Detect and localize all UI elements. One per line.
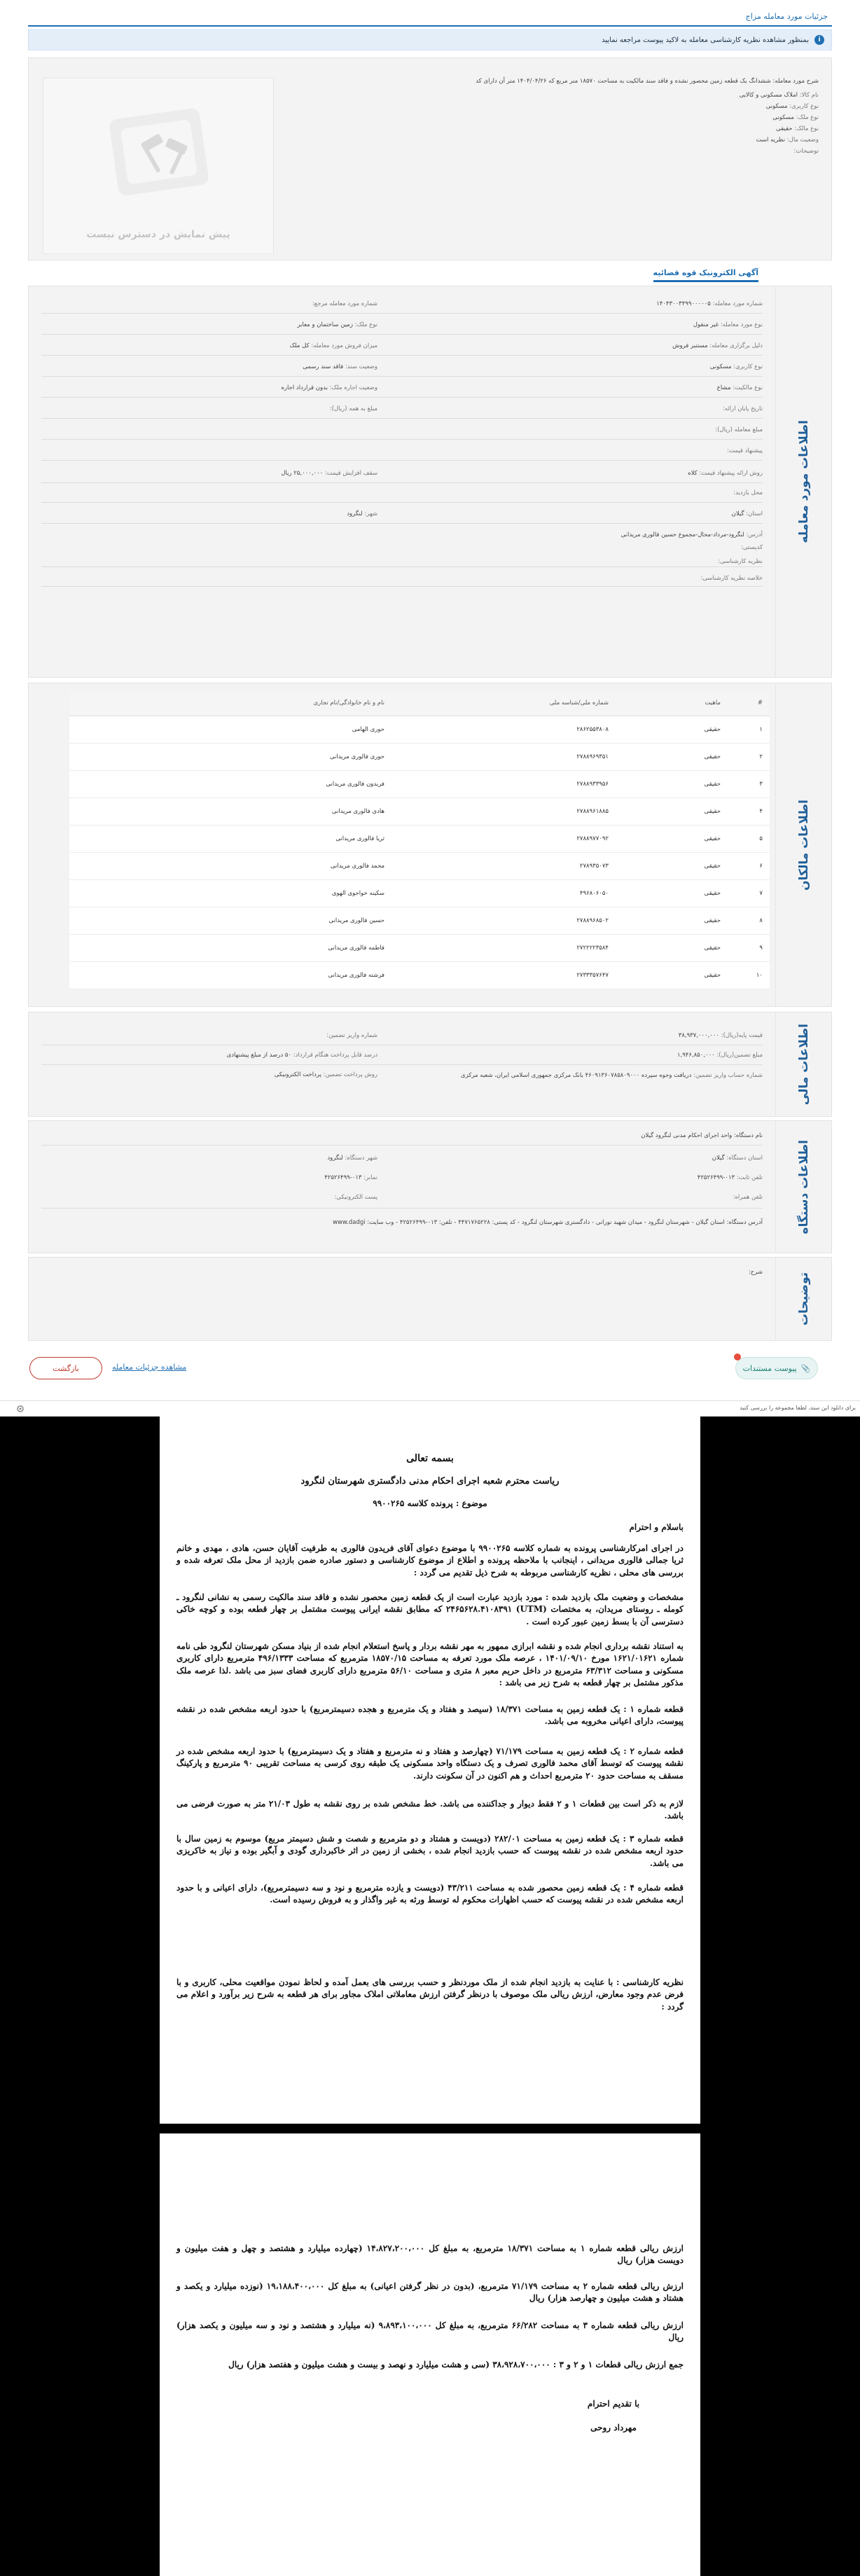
table-cell: حقیقی: [616, 879, 728, 907]
table-cell: ۲۷۸۸۹۳۳۹۵۶: [391, 770, 616, 798]
device-field: نمابر: ۰۱۳-۴۲۵۲۶۴۹۹: [324, 1174, 377, 1181]
attachment-icon: 📎: [800, 1363, 811, 1373]
document-page: [160, 1416, 700, 2124]
doc-paragraph: لازم به ذکر است بین قطعات ۱ و ۲ فقط دیوار و جداکننده می باشد. خط مشخص شده بر روی نقشه به طول ۲۱/۰۳ متر به صورت فرضی می باشد.: [176, 1799, 684, 1821]
doc-paragraph: قطعه شماره ۳ : یک قطعه زمین به مساحت ۲۸۲/۰۱ (دویست و هشتاد و دو مترمربع و شصت و شش دسیمتر مربع) موسوم به زمین سال با حدود اربعه مشخص شده در نقشه پیوست که حسب بازدید انجام شده ، بخشی از زمین در اثر خاکبرداری گودی و آبگیر بوده و نیاز به خاکریزی می باشد.: [176, 1834, 684, 1868]
device-field: استان دستگاه: گیلان: [712, 1155, 763, 1162]
section-title: اطلاعات مورد معامله: [775, 286, 831, 677]
table-row: [69, 907, 770, 934]
col-header: #: [728, 690, 770, 716]
doc-paragraph: به استناد نقشه برداری انجام شده و نقشه ابرازی ممهور به مهر نقشه بردار و پاسخ استعلام انجام شده از بنیاد مسکن شهرستان لنگرود طی نامه شماره ۱۶۲۱/۰۱۶۲۱ مورخ ۱۴۰۱/۰۹/۱۰ ، عرصه ملک مورد تعرفه به مساحت ۱۸۵۷۰/۱۵ مترمربع که مساحت ۴۹۶/۱۳۳۳ مترمربع دارای کاربری مسکونی و مساحت ۶۳/۳۱۲ مترمربع در داخل حریم معبر ۸ متری و مساحت ۵۶/۱۰ مترمربع دارای کاربری فضای سبز می باشد .لذا عرصه ملک مذکور مشتمل بر چهار قطعه به شرح زیر می باشد :: [176, 1641, 684, 1688]
table-row: [69, 798, 770, 825]
table-row: [69, 934, 770, 961]
doc-bismillah: بسمه تعالی: [406, 1453, 454, 1464]
document-viewer[interactable]: [0, 1416, 860, 2576]
doc-paragraph: ارزش ریالی قطعه شماره ۱ به مساحت ۱۸/۳۷۱ مترمربع، به مبلغ کل ۱۴،۸۲۷،۲۰۰،۰۰۰ (چهارده میلیارد و هشتصد و چهل و هفت میلیون و دویست هزار) ریال: [176, 2243, 684, 2266]
desc-field: نام کالا: املاک مسکونی و کالایی: [739, 92, 819, 99]
transaction-field: شماره مورد معامله: ۱۴۰۴۳۰۰۳۴۹۹۰۰۰۰۰۵: [656, 300, 763, 307]
document-page: [160, 2133, 700, 2576]
col-header: ماهیت: [616, 690, 728, 716]
desc-field: نوع کاربری: مسکونی: [765, 103, 819, 110]
owners-table: [69, 690, 770, 989]
info-notice: [28, 29, 832, 50]
page-header: [28, 7, 832, 27]
table-cell: ۲۷۸۹۳۵۰۷۳: [391, 852, 616, 879]
doc-paragraph: نظریه کارشناسی : با عنایت به بازدید انجام شده از ملک موردنظر و حسب بررسی های بعمل آمده و لحاظ نمودن مواقعیت محلی، کاربری و با فرض عدم وجود معارض، ارزش ریالی ملک موصوف با درنظر گرفتن ارزش معاملاتی املاک مجاور برای هر قطعه به شرح زیر برآورد و اعلام می گردد :: [176, 1977, 684, 2012]
device-field: تلفن ثابت: ۰۱۳-۴۲۵۲۶۴۹۹: [697, 1174, 763, 1181]
no-image-placeholder: [43, 78, 274, 254]
transaction-field: میزان فروش مورد معامله: کل ملک: [289, 342, 377, 349]
table-cell: حقیقی: [616, 907, 728, 934]
table-cell: ۲۷۸۸۹۷۷۰۹۲: [391, 825, 616, 852]
table-cell: ۲: [728, 743, 770, 770]
table-cell: محمد فالوری مریدانی: [69, 852, 391, 879]
table-cell: ۱۰: [728, 961, 770, 989]
table-cell: ۳: [728, 770, 770, 798]
owners-section: [28, 683, 832, 1007]
doc-signer: مهرداد روحی: [590, 2423, 637, 2432]
table-cell: ۲۷۸۸۹۶۹۳۵۱: [391, 743, 616, 770]
table-row: [69, 852, 770, 879]
transaction-section: [28, 286, 832, 678]
transaction-field: کدپستی:: [741, 544, 763, 551]
transaction-field: وضعیت سند: فاقد سند رسمی: [303, 363, 377, 370]
table-cell: حقیقی: [616, 852, 728, 879]
info-icon: i: [814, 35, 824, 45]
device-address: آدرس دستگاه: استان گیلان - شهرستان لنگرود - میدان شهید نورانی - دادگستری شهرستان لنگرود - کد پستی: ۴۴۷۱۷۶۵۲۲۸ - تلفن: ۰۱۳-۴۲۵۲۶۴۹۹ - وب سایت: www.dadgi: [333, 1219, 763, 1226]
desc-field: توضیحات:: [793, 148, 819, 155]
desc-field: وضعیت مال: نظریه است: [756, 137, 819, 144]
device-section: [28, 1120, 832, 1253]
section-title: اطلاعات مالکان: [775, 683, 831, 1006]
table-cell: ۴: [728, 798, 770, 825]
table-cell: ثریا فالوری مریدانی: [69, 825, 391, 852]
transaction-field: نوع کاربری: مسکونی: [709, 363, 763, 370]
auction-link[interactable]: آگهی الکترونیک قوه قضائیه: [653, 268, 758, 282]
doc-paragraph: در اجرای امرکارشناسی پرونده به شماره کلاسه ۹۹۰۰۲۶۵ با موضوع دعوای آقای فریدون فالوری به طرفیت آقایان حسن، هادی ، مهدی و خانم ثریا جمالی فالوری مریدانی ، اینجانب با ملاحظه پرونده و اطلاع از موضوع کارشناسی و دستور صادره ضمن بازدید از محل ملک تعرفه شده و بررسی های محلی ، نظریه کارشناسی مربوطه به شرح ذیل تقدیم می گردد :: [176, 1543, 684, 1578]
table-cell: ۴۹۶۸۰۶۰۵۰: [391, 879, 616, 907]
table-cell: حقیقی: [616, 961, 728, 989]
transaction-field: استان: گیلان: [731, 510, 763, 517]
desc-field: نوع مالک: حقیقی: [776, 125, 819, 132]
transaction-field: دلیل برگزاری معامله: مستنبر فروش: [672, 342, 763, 349]
doc-greeting: باسلام و احترام: [629, 1522, 684, 1532]
transaction-field: وضعیت اجاره ملک: بدون قرارداد اجاره: [281, 384, 377, 391]
section-title: اطلاعات دستگاه: [775, 1121, 831, 1253]
table-cell: ۲۷۳۳۳۵۷۶۴۷: [391, 961, 616, 989]
description-section: [28, 57, 832, 260]
transaction-field: نظریه کارشناسی:: [718, 558, 763, 565]
device-name: نام دستگاه: واحد اجرای احکام مدنی لنگرود گیلان: [641, 1132, 763, 1139]
table-row: [69, 825, 770, 852]
doc-recipient: ریاست محترم شعبه اجرای احکام مدنی دادگستری شهرستان لنگرود: [300, 1476, 560, 1487]
transaction-field: آدرس: لنگرود-مرداد-محال-مجموع حسین قالوری مریدانی: [620, 531, 763, 538]
table-row: [69, 716, 770, 743]
table-cell: فاطمه فالوری مریدانی: [69, 934, 391, 961]
col-header: شماره ملی/شناسه ملی: [391, 690, 616, 716]
table-cell: حقیقی: [616, 770, 728, 798]
finance-field: شماره حساب واریز تضمین: دریافت وجوه سپرده ۴۶۰۹۱۳۶۰۷۸۵۸۰۹۰۰۰ بانک مرکزی جمهوری اسلامی ایران، شعبه مرکزی: [460, 1072, 763, 1079]
table-cell: حقیقی: [616, 716, 728, 743]
finance-field: مبلغ تضمین(ریال): ۱,۹۴۶,۸۵۰,۰۰۰: [677, 1052, 763, 1059]
transaction-field: سقف افزایش قیمت: ۲۵,۰۰۰,۰۰۰ ریال: [281, 470, 377, 477]
table-row: [69, 770, 770, 798]
doc-subject: موضوع : پرونده کلاسه ۹۹۰۰۲۶۵: [373, 1498, 487, 1508]
status-strip: [0, 1400, 860, 1416]
table-row: [69, 879, 770, 907]
table-cell: حقیقی: [616, 798, 728, 825]
table-cell: هادی فالوری مریدانی: [69, 798, 391, 825]
doc-paragraph: ارزش ریالی قطعه شماره ۲ به مساحت ۷۱/۱۷۹ مترمربع، (بدون در نظر گرفتن اعیانی) به مبلغ کل ۱۹،۱۸۸،۴۰۰،۰۰۰ (نوزده میلیارد و یکصد و هشتاد و هشت میلیون و چهارصد هزار) ریال: [176, 2281, 684, 2304]
table-cell: فرشته فالوری مریدانی: [69, 961, 391, 989]
status-message: برای دانلود این سند، لطفا مجموعه را بررسی کنید: [740, 1405, 856, 1411]
info-notice-text: بمنظور مشاهده نظریه کارشناسی معامله به لاکید پیوست مراجعه نمایید: [602, 36, 809, 44]
doc-closing: با تقدیم احترام: [587, 2399, 640, 2409]
section-title: توضیحات: [775, 1258, 831, 1340]
finance-field: روش پرداخت تضمین: پرداخت الکترونیکی: [274, 1071, 377, 1078]
notes-label: شرح:: [748, 1269, 763, 1276]
desc-field: نوع ملک: مسکونی: [772, 114, 819, 121]
back-button[interactable]: بازگشت: [29, 1357, 102, 1379]
transaction-field: نوع مالکیت: مشاع: [716, 384, 763, 391]
transaction-field: مبلغ معامله (ریال):: [715, 426, 763, 433]
transaction-field: نوع مورد معامله: غیر منقول: [693, 321, 763, 328]
doc-paragraph: مشخصات و وضعیت ملک بازدید شده : مورد بازدید عبارت است از یک قطعه زمین محصور نشده و فاقد سند مالکیت رسمی به نشانی لنگرود ـ کومله ـ روستای مریدان، به مختصات (UTM) ۲۴۶۵۶۲۸.۴۱۰۸۳۹۱ که مطابق نقشه ایرانی پیوست مشتمل بر چهار قطعه بوده و کوچه خاکی دسترسی آن با بسط زمین عبور کرده است .: [176, 1592, 684, 1627]
table-row: [69, 743, 770, 770]
table-cell: حسین فالوری مریدانی: [69, 907, 391, 934]
table-cell: ۹: [728, 934, 770, 961]
doc-paragraph: قطعه شماره ۱ : یک قطعه زمین به مساحت ۱۸/۳۷۱ (سیصد و هفتاد و یک مترمربع و هجده دسیمترمربع) با حدود اربعه مشخص شده در نقشه پیوست، دارای اعیانی مخروبه می باشد.: [176, 1704, 684, 1727]
doc-paragraph: ارزش ریالی قطعه شماره ۳ به مساحت ۶۶/۲۸۲ مترمربع، به مبلغ کل ۹،۸۹۳،۱۰۰،۰۰۰ (نه میلیارد و هشتصد و نود و سه میلیون و یکصد هزار) ریال: [176, 2320, 684, 2343]
table-cell: حقیقی: [616, 743, 728, 770]
table-cell: حقیقی: [616, 934, 728, 961]
attachments-button[interactable]: 📎 پیوست مستندات: [735, 1357, 818, 1379]
no-image-text: پیش نمایش در دسترس نیست: [86, 229, 230, 240]
device-field: پست الکترونیکی:: [334, 1194, 377, 1201]
finance-section: [28, 1012, 832, 1117]
device-field: شهر دستگاه: لنگرود: [327, 1155, 377, 1162]
table-row: [69, 961, 770, 989]
transaction-field: شماره مورد معامله مرجع:: [312, 300, 377, 307]
table-cell: ۲۷۲۲۲۲۳۵۸۴: [391, 934, 616, 961]
device-field: تلفن همراه:: [733, 1194, 763, 1201]
col-header: نام و نام خانوادگی/نام تجاری: [69, 690, 391, 716]
table-cell: حوری فالوری مریدانی: [69, 743, 391, 770]
table-cell: فریدون فالوری مریدانی: [69, 770, 391, 798]
table-cell: ۲۷۸۸۹۶۱۸۸۵: [391, 798, 616, 825]
view-details-link[interactable]: مشاهده جزئیات معامله: [112, 1363, 187, 1372]
transaction-field: روش ارائه پیشنهاد قیمت: کلاه: [688, 470, 763, 477]
transaction-field: شهر: لنگرود: [347, 510, 377, 517]
doc-paragraph: جمع ارزش ریالی قطعات ۱ و ۲ و ۳ : ۳۸،۹۲۸،۷۰۰،۰۰۰ (سی و هشت میلیارد و نهصد و بیست و هشت میلیون و هفتصد هزار) ریال: [228, 2360, 684, 2369]
page-title: جزئیات مورد معامله مزاج: [745, 11, 828, 21]
transaction-field: مبلغ به همه (ریال):: [329, 405, 377, 412]
table-cell: حوری الهامی: [69, 716, 391, 743]
transaction-field: پیشنهاد قیمت:: [727, 447, 763, 454]
section-title: اطلاعات مالی: [775, 1012, 831, 1116]
table-cell: ۲۷۸۸۹۶۸۵۰۲: [391, 907, 616, 934]
settings-icon[interactable]: [15, 1404, 25, 1414]
table-cell: ۲۸۶۲۵۵۳۸۰۸: [391, 716, 616, 743]
finance-field: قیمت پایه(ریال): ۳۸,۹۳۷,۰۰۰,۰۰۰: [678, 1032, 763, 1039]
table-cell: ۵: [728, 825, 770, 852]
transaction-field: نوع ملک: زمین ساختمان و معابر: [297, 321, 377, 328]
attachments-badge: [734, 1353, 741, 1360]
finance-field: درصد قابل پرداخت هنگام قرارداد: ۵۰ درصد از مبلغ پیشنهادی: [226, 1052, 377, 1059]
notes-section: [28, 1257, 832, 1341]
table-cell: حقیقی: [616, 825, 728, 852]
finance-field: شماره واریز تضمین:: [326, 1032, 377, 1039]
transaction-field: محل بازدید:: [733, 489, 763, 496]
table-cell: ۶: [728, 852, 770, 879]
table-cell: سکینه خواجوی الهوی: [69, 879, 391, 907]
transaction-field: تاریخ پایان ارائه:: [722, 405, 763, 412]
doc-paragraph: قطعه شماره ۲ : یک قطعه زمین به مساحت ۷۱/۱۷۹ (چهارصد و هفتاد و نه مترمربع و هفتاد و یک دسیمترمربع) با حدود اربعه مشخص شده در نقشه پیوست که توسط آقای محمد فالوری تصرف و یک دستگاه واحد مسکونی یک طبقه روی کرسی به مساحت تقریبی ۹۰ مترمربع و پارکینگ مسقف به مساحت حدود ۲۰ مترمربع احداث و هم اکنون در آن سکونت دارند.: [176, 1746, 684, 1781]
table-cell: ۱: [728, 716, 770, 743]
gavel-placeholder-icon: [99, 99, 219, 204]
transaction-field: خلاصه نظریه کارشناسی:: [700, 575, 763, 582]
description-text: شرح مورد معامله: ششدانگ یک قطعه زمین محصور نشده و فاقد سند مالکیت به مساحت ۱۸۵۷۰ متر مربع که ۱۴۰۴/۰۴/۲۶ متر آن دارای کد: [476, 78, 819, 85]
table-cell: ۸: [728, 907, 770, 934]
doc-paragraph: قطعه شماره ۴ : یک قطعه زمین محصور شده به مساحت ۴۳/۲۱۱ (دویست و یازده مترمربع و نود و سه دسیمترمربع)، دارای اعیانی و با حدود اربعه مشخص شده در نقشه پیوست که حسب اظهارات محکوم له توسط ورثه به غیر واگذار و به فروش رسیده است.: [176, 1883, 684, 1905]
table-cell: ۷: [728, 879, 770, 907]
